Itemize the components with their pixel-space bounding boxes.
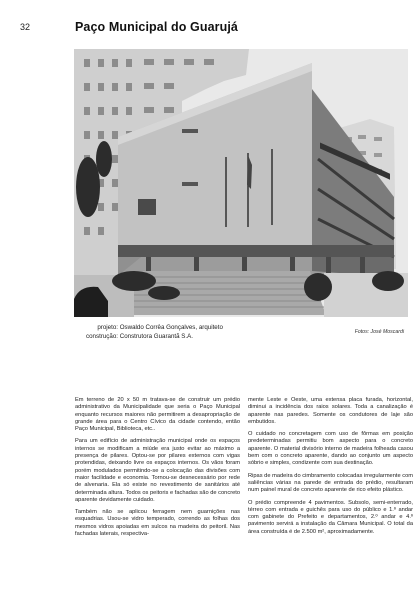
text-column-left xyxy=(75,397,240,543)
photo-credit: Fotos: José Moscardi xyxy=(354,329,404,335)
credits-block xyxy=(80,323,330,341)
credit-row-construction xyxy=(80,332,330,341)
text-column-right xyxy=(248,397,413,541)
building-photo-illustration xyxy=(74,49,408,317)
paragraph: Ripas de madeira do cimbramento colocadas irregularmente com saliências várias na parede de entrada do prédio, resultaram num painel mural de concreto aparente de rico efeito plástico. xyxy=(248,472,413,494)
page-number: 32 xyxy=(20,22,31,32)
paragraph: O cuidado no concretagem com uso de fôrmas em posição predeterminadas permitiu bom aspecto para o concreto aparente. O material divisório interno de madeira folheada casou bem com o concreto aparente, dando ao conjunto um aspecto sóbrio e simples, condizente com sua destinação. xyxy=(248,431,413,467)
credit-label: projeto: xyxy=(97,324,118,331)
credit-label: construção: xyxy=(86,333,118,340)
credit-value: Construtora Guarantã S.A. xyxy=(119,333,193,340)
paragraph: Para um edifício de administração municipal onde os espaços internos se modificam a miúde era justo evitar ao máximo a presença de pilares. Optou-se por pilares externos com vigas protendidas, deixando livre os espaços internos. Os vãos foram porém modulados permitindo-se a colocação das divisões com maior facilidade e economia. Tornou-se desnecessário por rede de alvenaria. Ela só existe no revestimento de sanitários até determinada altura. Todos os peitoris e fachadas são de concreto aparente devidamente cuidado. xyxy=(75,438,240,503)
page-title: Paço Municipal do Guarujá xyxy=(75,20,238,34)
credit-value: Oswaldo Corrêa Gonçalves, arquiteto xyxy=(119,324,223,331)
paragraph: O prédio compreende 4 pavimentos. Subsolo, semi-enterrado, térreo com entrada e guichês para uso do público e 1.º andar com gabinete do Prefeito e departamentos, 2.º andar e 4.º pavimento servirá a instalação da Câmara Municipal. O total da área construída é de 2.500 m², aproximadamente. xyxy=(248,499,413,535)
paragraph: mente Leste e Oeste, uma extensa placa furada, horizontal, diminui a incidência dos raios solares. Toda a canalização é aparente nas paredes. Somente os condutores de laje são embutidos. xyxy=(248,397,413,425)
paragraph: Em terreno de 20 x 50 m tratava-se de construir um prédio administrativo da Municipalidade que seria o Paço Municipal enquanto recursos maiores não permitirem a desapropriação de grande área para o Centro Cívico da cidade contendo, então Paço Municipal, Biblioteca, etc.. xyxy=(75,397,240,433)
building-photo xyxy=(74,49,408,317)
credit-row-project xyxy=(80,323,330,332)
paragraph: Também não se aplicou ferragem nem guarnições nas esquadrias. Usou-se vidro temperado, correndo as folhas dos mesmos vidros apoiadas em sulcos na madeira do peitoril. Nas fachadas laterais, respectiva- xyxy=(75,509,240,538)
